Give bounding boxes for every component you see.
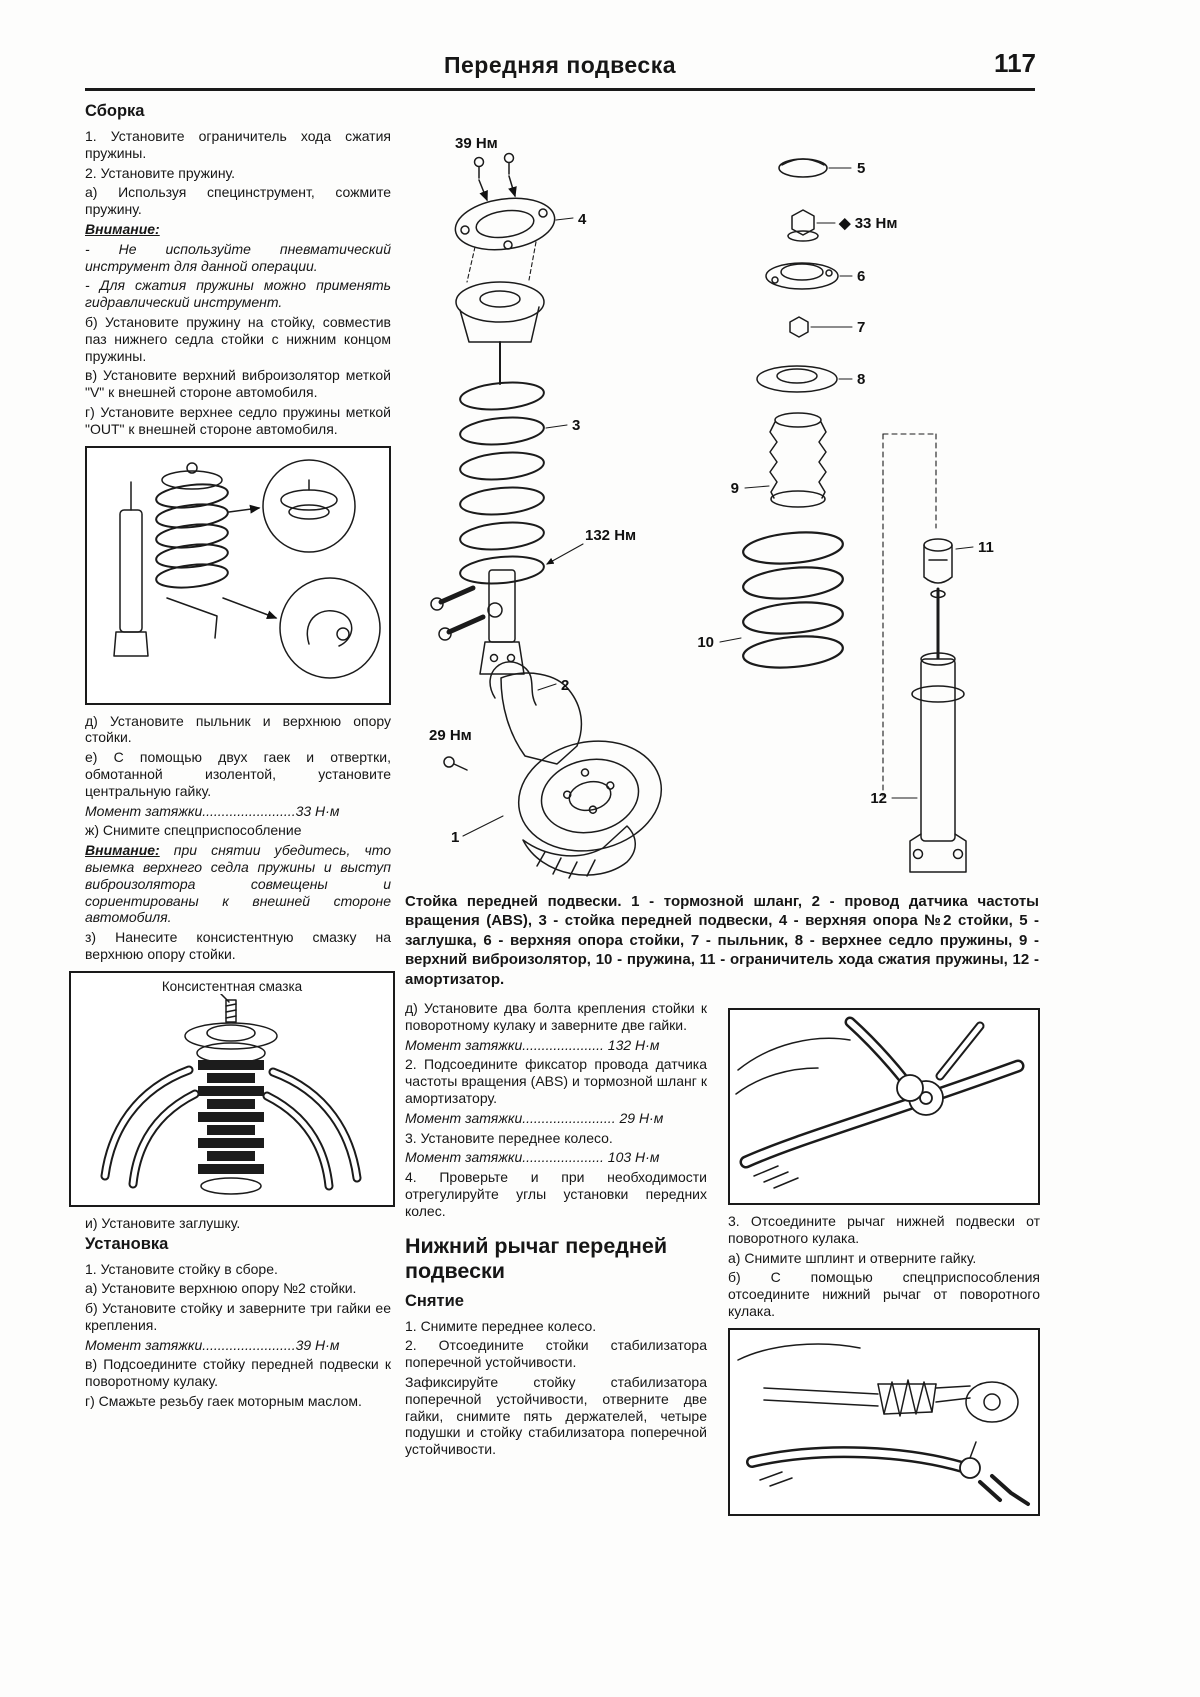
part-5-cap bbox=[779, 159, 851, 177]
part-8-spring-seat bbox=[757, 366, 852, 392]
figure-grease bbox=[69, 971, 395, 1207]
heading-assembly: Сборка bbox=[85, 102, 145, 120]
note-text: - Для сжатия пружины можно применять гидравлический инструмент. bbox=[85, 277, 391, 311]
note-text: - Не используйте пневматический инструмент для данной операции. bbox=[85, 240, 391, 274]
page-number: 117 bbox=[994, 48, 1036, 78]
upper-mount-bolts bbox=[475, 154, 516, 201]
step-text: д) Установите пыльник и верхнюю опору стойки. bbox=[85, 712, 391, 746]
torque-label-39: 39 Нм bbox=[455, 135, 498, 152]
bolt-29 bbox=[444, 757, 467, 770]
attention-label: Внимание: bbox=[85, 842, 160, 859]
step-text: з) Нанесите консистентную смазку на верхнюю опору стойки. bbox=[85, 929, 391, 962]
part-4-upper-support-no2 bbox=[452, 192, 573, 255]
part-12-shock-absorber bbox=[892, 589, 966, 872]
page-title: Передняя подвеска bbox=[443, 52, 677, 78]
step-text: в) Подсоедините стойку передней подвески к поворотному кулаку. bbox=[85, 1356, 391, 1390]
strut-top-mount bbox=[456, 282, 544, 342]
steering-knuckle bbox=[501, 673, 581, 764]
attention-text: при снятии убедитесь, что выемка верхнего седла пружины и выступ виброизолятора совмещены и сориентированы к внешней стороне автомобиля. bbox=[85, 842, 391, 926]
step-text: б) Установите стойку и заверните три гайки ее крепления. bbox=[85, 1300, 391, 1333]
step-text: д) Установите два болта крепления стойки к поворотному кулаку и заверните две гайки. bbox=[405, 1000, 707, 1033]
part-7-dust-seal bbox=[790, 317, 852, 337]
step-text: а) Установите верхнюю опору №2 стойки. bbox=[85, 1280, 357, 1297]
torque-label-33: ◆ 33 Нм bbox=[839, 215, 898, 232]
exploded-axis-guides bbox=[883, 434, 936, 796]
part-10-coil-spring bbox=[720, 529, 844, 672]
step-text: б) С помощью спецприспособления отсоедините нижний рычаг от поворотного кулака. bbox=[728, 1269, 1040, 1319]
torque-spec: Момент затяжки........................ 29 Н·м bbox=[405, 1109, 664, 1126]
part-3-strut-assembly bbox=[459, 342, 567, 674]
part-label-5: 5 bbox=[857, 160, 866, 177]
step-text: а) Используя специнструмент, сожмите пружину. bbox=[85, 184, 391, 218]
heading-lower-arm: Нижний рычаг передней подвески bbox=[405, 1233, 668, 1283]
part-label-11: 11 bbox=[978, 539, 994, 556]
part-6-upper-support bbox=[766, 263, 852, 289]
torque-label-132: 132 Нм bbox=[585, 527, 637, 544]
grease-drawing bbox=[71, 994, 389, 1200]
strut-callouts-drawing bbox=[87, 448, 389, 698]
right-bottom-column bbox=[728, 1000, 1040, 1524]
step-text: Зафиксируйте стойку стабилизатора поперечной устойчивости, отверните две гайки, снимите пять держателей, четыре подушки и стойку стабилизатора поперечной устойчивости. bbox=[405, 1373, 707, 1458]
header-rule bbox=[85, 88, 1035, 91]
diagram-linework bbox=[431, 154, 973, 879]
step-text: 3. Установите переднее колесо. bbox=[405, 1129, 613, 1146]
part-label-1: 1 bbox=[451, 829, 460, 846]
torque-spec: Момент затяжки..................... 103 Н·м bbox=[405, 1149, 660, 1166]
step-text: 1. Установите ограничитель хода сжатия пружины. bbox=[85, 128, 391, 161]
diagram-labels bbox=[429, 135, 994, 846]
lower-arm-drawing-lines bbox=[738, 1344, 1028, 1504]
step-text: 2. Подсоедините фиксатор провода датчика частоты вращения (ABS) и тормозной шланг к амортизатору. bbox=[405, 1056, 707, 1106]
step-text: г) Установите верхнее седло пружины меткой "OUT" к внешней стороне автомобиля. bbox=[85, 403, 391, 437]
step-text: 3. Отсоедините рычаг нижней подвески от поворотного кулака. bbox=[728, 1213, 1040, 1246]
part-label-12: 12 bbox=[870, 790, 887, 807]
heading-removal: Снятие bbox=[405, 1291, 464, 1310]
heading-installation: Установка bbox=[85, 1234, 169, 1253]
front-strut-exploded-diagram bbox=[405, 96, 1040, 886]
torque-spec: Момент затяжки........................39 Н·м bbox=[85, 1336, 340, 1353]
part-label-10: 10 bbox=[697, 634, 714, 651]
step-text: г) Смажьте резьбу гаек моторным маслом. bbox=[85, 1393, 362, 1410]
part-label-3: 3 bbox=[572, 417, 581, 434]
step-text: и) Установите заглушку. bbox=[85, 1214, 241, 1231]
figure-strut-callouts bbox=[85, 446, 391, 705]
grease-boot bbox=[198, 1060, 264, 1174]
lower-arm-drawing bbox=[730, 1330, 1036, 1509]
brake-disc bbox=[508, 728, 671, 864]
part-label-6: 6 bbox=[857, 268, 866, 285]
figure-lower-arm-ball-joint bbox=[728, 1328, 1040, 1516]
part-label-7: 7 bbox=[857, 319, 866, 336]
figure-grease-label: Консистентная смазка bbox=[161, 978, 303, 994]
step-text: в) Установите верхний виброизолятор меткой "V" к внешней стороне автомобиля. bbox=[85, 367, 391, 401]
attention-paragraph bbox=[85, 842, 391, 926]
middle-column bbox=[405, 1000, 707, 1461]
part-label-9: 9 bbox=[730, 480, 739, 497]
step-text: 2. Установите пружину. bbox=[85, 164, 236, 181]
part-label-2: 2 bbox=[561, 677, 570, 694]
torque-spec: Момент затяжки..................... 132 Н·м bbox=[405, 1036, 660, 1053]
left-column bbox=[85, 100, 391, 1413]
knuckle-bolts-132 bbox=[431, 544, 583, 640]
ball-joint bbox=[960, 1458, 980, 1478]
step-text: а) Снимите шплинт и отверните гайку. bbox=[728, 1249, 977, 1266]
torque-spec: Момент затяжки........................33 Н·м bbox=[85, 802, 340, 819]
part-11-bump-stop bbox=[924, 539, 973, 583]
strut-drawing-lines bbox=[114, 460, 380, 678]
part-9-insulator-boot bbox=[745, 413, 826, 507]
step-text: 1. Установите стойку в сборе. bbox=[85, 1260, 278, 1277]
part-label-8: 8 bbox=[857, 371, 866, 388]
attention-label: Внимание: bbox=[85, 220, 160, 237]
stabilizer-link-drawing bbox=[730, 1010, 1036, 1198]
torque-label-29: 29 Нм bbox=[429, 727, 472, 744]
nut-33 bbox=[788, 210, 835, 241]
figure-stabilizer-link bbox=[728, 1008, 1040, 1205]
step-text: ж) Снимите спецприспособление bbox=[85, 822, 302, 839]
step-text: 2. Отсоедините стойки стабилизатора поперечной устойчивости. bbox=[405, 1337, 707, 1371]
step-text: 1. Снимите переднее колесо. bbox=[405, 1317, 597, 1334]
step-text: 4. Проверьте и при необходимости отрегулируйте углы установки передних колес. bbox=[405, 1169, 707, 1219]
diagram-caption: Стойка передней подвески. 1 - тормозной шланг, 2 - провод датчика частоты вращения (ABS), 3 - стойка передней подвески, 4 - верхняя опора №2 стойки, 5 - заглушка, 6 - верхняя опора стойки, 7 - пыльник, 8 - верхнее седло пружины, 9 - верхний виброизолятор, 10 - пружина, 11 - ограничитель хода сжатия пружины, 12 - амортизатор. bbox=[405, 893, 1039, 988]
part-label-4: 4 bbox=[578, 211, 587, 228]
step-text: б) Установите пружину на стойку, совместив паз нижнего седла стойки с нижним концом пружины. bbox=[85, 313, 391, 364]
step-text: е) С помощью двух гаек и отвертки, обмотанной изолентой, установите центральную гайку. bbox=[85, 749, 391, 799]
